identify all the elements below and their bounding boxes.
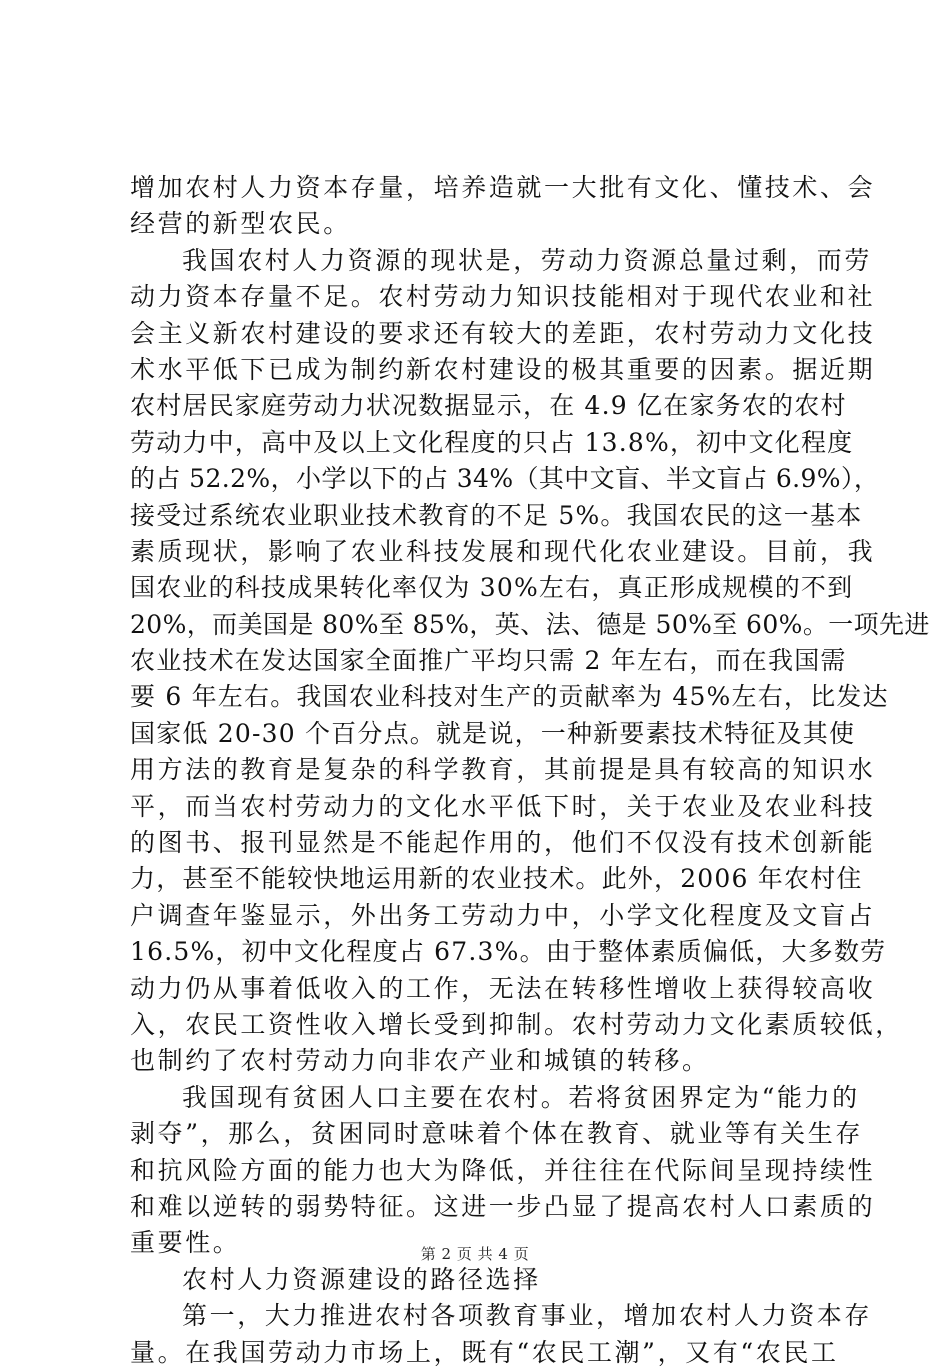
text-line: 接受过系统农业职业技术教育的不足 5%。我国农民的这一基本 bbox=[130, 500, 863, 530]
text-line: 农村居民家庭劳动力状况数据显示，在 4.9 亿在家务农的农村 bbox=[130, 391, 847, 421]
text-line: 的占 52.2%，小学以下的占 34%（其中文盲、半文盲占 6.9%）， bbox=[130, 464, 880, 494]
text-line: 会主义新农村建设的要求还有较大的差距，农村劳动力文化技 bbox=[130, 318, 876, 348]
text-line: 劳动力中，高中及以上文化程度的只占 13.8%，初中文化程度 bbox=[130, 427, 854, 457]
text-line: 增加农村人力资本存量，培养造就一大批有文化、懂技术、会 bbox=[130, 173, 876, 202]
text-line: 20%，而美国是 80%至 85%，英、法、德是 50%至 60%。一项先进 bbox=[130, 609, 930, 639]
text-line: 入，农民工资性收入增长受到抑制。农村劳动力文化素质较低， bbox=[130, 1009, 903, 1039]
text-line: 剥夺”，那么，贫困同时意味着个体在教育、就业等有关生存 bbox=[130, 1119, 863, 1149]
text-line: 术水平低下已成为制约新农村建设的极其重要的因素。据近期 bbox=[130, 354, 876, 384]
text-line: 和抗风险方面的能力也大为降低，并往往在代际间呈现持续性 bbox=[130, 1155, 876, 1185]
text-line: 重要性。 bbox=[130, 1228, 241, 1258]
text-line: 国农业的科技成果转化率仅为 30%左右，真正形成规模的不到 bbox=[130, 573, 854, 603]
text-line: 户调查年鉴显示，外出务工劳动力中，小学文化程度及文盲占 bbox=[130, 900, 876, 930]
text-line: 用方法的教育是复杂的科学教育，其前提是具有较高的知识水 bbox=[130, 755, 876, 785]
text-line: 素质现状，影响了农业科技发展和现代化农业建设。目前，我 bbox=[130, 536, 876, 566]
body-text bbox=[130, 170, 930, 1371]
text-line: 经营的新型农民。 bbox=[130, 209, 351, 239]
text-line: 和难以逆转的弱势特征。这进一步凸显了提高农村人口素质的 bbox=[130, 1191, 876, 1221]
paragraph-start-line: 我国现有贫困人口主要在农村。若将贫困界定为“能力的 bbox=[182, 1082, 860, 1112]
text-line: 国家低 20-30 个百分点。就是说，一种新要素技术特征及其使 bbox=[130, 718, 856, 748]
text-line: 也制约了农村劳动力向非农产业和城镇的转移。 bbox=[130, 1046, 710, 1076]
section-heading: 农村人力资源建设的路径选择 bbox=[182, 1264, 541, 1294]
text-line: 农业技术在发达国家全面推广平均只需 2 年左右，而在我国需 bbox=[130, 646, 847, 676]
text-line: 要 6 年左右。我国农业科技对生产的贡献率为 45%左右，比发达 bbox=[130, 682, 889, 712]
text-line: 量。在我国劳动力市场上，既有“农民工潮”，又有“农民工 bbox=[130, 1337, 839, 1367]
page-number-footer: 第 2 页 共 4 页 bbox=[420, 1245, 530, 1263]
text-line: 16.5%，初中文化程度占 67.3%。由于整体素质偏低，大多数劳 bbox=[130, 937, 887, 967]
text-line: 平，而当农村劳动力的文化水平低下时，关于农业及农业科技 bbox=[130, 791, 876, 821]
text-line: 的图书、报刊显然是不能起作用的，他们不仅没有技术创新能 bbox=[130, 828, 876, 858]
text-line: 力，甚至不能较快地运用新的农业技术。此外，2006 年农村住 bbox=[130, 864, 863, 894]
text-line: 动力资本存量不足。农村劳动力知识技能相对于现代农业和社 bbox=[130, 282, 876, 312]
paragraph-start-line: 第一，大力推进农村各项教育事业，增加农村人力资本存 bbox=[182, 1301, 873, 1331]
paragraph-start-line: 我国农村人力资源的现状是，劳动力资源总量过剩，而劳 bbox=[182, 245, 873, 275]
text-line: 动力仍从事着低收入的工作，无法在转移性增收上获得较高收 bbox=[130, 973, 876, 1003]
